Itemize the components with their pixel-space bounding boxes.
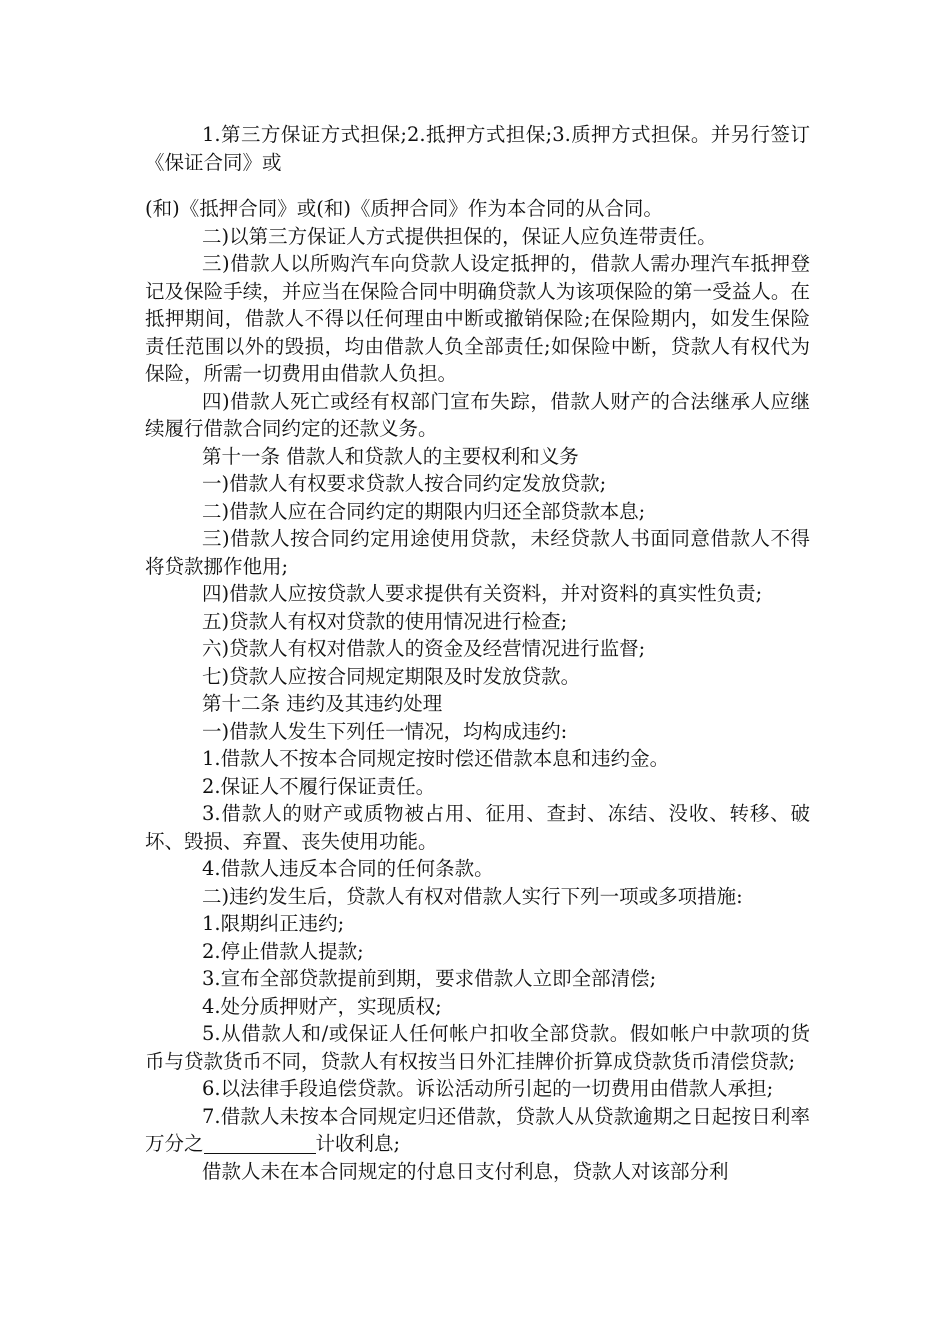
clause-item: 二)违约发生后，贷款人有权对借款人实行下列一项或多项措施:: [202, 884, 743, 908]
article-heading: 第十二条 违约及其违约处理: [202, 692, 443, 715]
clause-item: 五)贷款人有权对贷款的使用情况进行检查;: [202, 609, 568, 633]
clause-item: 二)借款人应在合同约定的期限内归还全部贷款本息;: [202, 499, 646, 523]
clause-item: 二)以第三方保证人方式提供担保的，保证人应负连带责任。: [202, 224, 717, 248]
clause-text: 7.借款人未按本合同规定归还借款，贷款人从贷款逾期之日起按日利率万分之: [145, 1104, 810, 1155]
article-heading: 第十一条 借款人和贷款人的主要权利和义务: [202, 444, 579, 468]
clause-item: 一)借款人有权要求贷款人按合同约定发放贷款;: [202, 472, 607, 495]
clause-item: 借款人未在本合同规定的付息日支付利息，贷款人对该部分利: [202, 1159, 729, 1183]
clause-item: 四)借款人应按贷款人要求提供有关资料，并对资料的真实性负责;: [202, 582, 763, 605]
subsidiary-contracts: (和)《抵押合同》或(和)《质押合同》作为本合同的从合同。: [145, 197, 663, 220]
clause-item: 四)借款人死亡或经有权部门宣布失踪，借款人财产的合法继承人应继续履行借款合同约定的还款义务。: [145, 389, 810, 440]
guarantee-methods: 1.第三方保证方式担保;2.抵押方式担保;3.质押方式担保。并另行签订《保证合同》或: [145, 123, 810, 174]
clause-item: 七)贷款人应按合同规定期限及时发放贷款。: [202, 664, 581, 688]
fill-in-blank: [204, 1133, 316, 1154]
contract-page: [145, 121, 810, 1185]
clause-item: 三)借款人按合同约定用途使用贷款，未经贷款人书面同意借款人不得将贷款挪作他用;: [145, 527, 810, 578]
clause-subitem: 3.借款人的财产或质物被占用、征用、查封、冻结、没收、转移、破坏、毁损、弃置、丧失使用功能。: [145, 802, 810, 853]
clause-subitem: 2.停止借款人提款;: [202, 939, 364, 963]
clause-text: 计收利息;: [315, 1132, 401, 1155]
clause-subitem: [145, 1103, 810, 1158]
clause-item: 一)借款人发生下列任一情况，均构成违约:: [202, 719, 568, 743]
clause-item: 六)贷款人有权对借款人的资金及经营情况进行监督;: [202, 637, 646, 660]
clause-subitem: 6.以法律手段追偿贷款。诉讼活动所引起的一切费用由借款人承担;: [202, 1077, 774, 1100]
clause-subitem: 5.从借款人和/或保证人任何帐户扣收全部贷款。假如帐户中款项的货币与贷款货币不同，贷款人有权按当日外汇挂牌价折算成贷款货币清偿贷款;: [145, 1022, 810, 1073]
clause-subitem: 4.处分质押财产，实现质权;: [202, 994, 442, 1018]
clause-subitem: 2.保证人不履行保证责任。: [202, 774, 436, 798]
clause-subitem: 3.宣布全部贷款提前到期，要求借款人立即全部清偿;: [202, 967, 657, 990]
clause-subitem: 1.借款人不按本合同规定按时偿还借款本息和违约金。: [202, 747, 670, 770]
clause-item: 三)借款人以所购汽车向贷款人设定抵押的，借款人需办理汽车抵押登记及保险手续，并应当在保险合同中明确贷款人为该项保险的第一受益人。在抵押期间，借款人不得以任何理由中断或撤销保险;在保险期内，如发生保险责任范围以外的毁损，均由借款人负全部责任;如保险中断，贷款人有权代为保险，所需一切费用由借款人负担。: [145, 252, 810, 385]
clause-subitem: 1.限期纠正违约;: [202, 912, 345, 935]
clause-subitem: 4.借款人违反本合同的任何条款。: [202, 857, 494, 880]
